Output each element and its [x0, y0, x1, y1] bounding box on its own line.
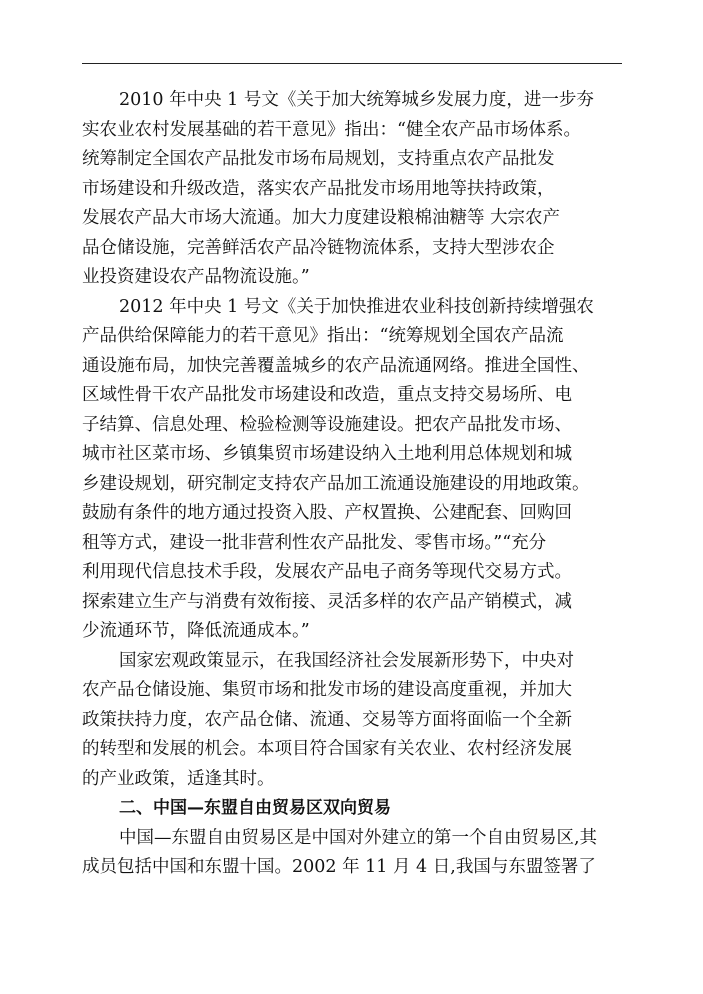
text-line: 区域性骨干农产品批发市场建设和改造，重点支持交易场所、电: [82, 385, 572, 405]
text-line: 产品供给保障能力的若干意见》指出：“统筹规划全国农产品流: [82, 326, 564, 346]
text-line: 实农业农村发展基础的若干意见》指出：“健全农产品市场体系。: [82, 119, 581, 140]
text-line: 子结算、信息处理、检验检测等设施建设。把农产品批发市场、: [82, 414, 572, 435]
section-heading: 二、中国—东盟自由贸易区双向贸易: [119, 798, 391, 818]
paragraph-2010-policy: [82, 86, 642, 293]
text-line: 利用现代信息技术手段，发展农产品电子商务等现代交易方式。: [82, 562, 572, 582]
text-line: 市场建设和升级改造，落实农产品批发市场用地等扶持政策，: [82, 178, 555, 199]
document-body: [82, 86, 642, 883]
text-line: 的产业政策，适逢其时。: [82, 768, 275, 789]
text-line: 发展农产品大市场大流通。加大力度建设粮棉油糖等 大宗农产: [82, 208, 561, 228]
text-line: 成员包括中国和东盟十国。2002 年 11 月 4 日,我国与东盟签署了: [82, 857, 596, 877]
text-line: 2010 年中央 1 号文《关于加大统筹城乡发展力度，进一步夯: [119, 90, 594, 110]
text-line: 通设施布局，加快完善覆盖城乡的农产品流通网络。推进全国性、: [82, 355, 590, 376]
text-line: 2012 年中央 1 号文《关于加快推进农业科技创新持续增强农: [119, 296, 594, 317]
paragraph-cafta: [82, 824, 642, 883]
text-line: 乡建设规划，研究制定支持农产品加工流通设施建设的用地政策。: [82, 473, 590, 494]
text-line: 品仓储设施，完善鲜活农产品冷链物流体系，支持大型涉农企: [82, 237, 555, 258]
text-line: 探索建立生产与消费有效衔接、灵活多样的农产品产销模式，减: [82, 591, 572, 612]
text-line: 统筹制定全国农产品批发市场布局规划，支持重点农产品批发: [82, 149, 555, 169]
text-line: 的转型和发展的机会。本项目符合国家有关农业、农村经济发展: [82, 739, 572, 759]
text-line: 少流通环节，降低流通成本。”: [82, 621, 310, 641]
text-line: 城市社区菜市场、乡镇集贸市场建设纳入土地利用总体规划和城: [82, 444, 572, 464]
text-line: 国家宏观政策显示，在我国经济社会发展新形势下，中央对: [119, 650, 574, 671]
text-line: 政策扶持力度，农产品仓储、流通、交易等方面将面临一个全新: [82, 709, 572, 730]
paragraph-2012-policy: [82, 293, 642, 647]
paragraph-macro-policy: [82, 647, 642, 795]
text-line: 业投资建设农产品物流设施。”: [82, 267, 310, 287]
text-line: 农产品仓储设施、集贸市场和批发市场的建设高度重视，并加大: [82, 680, 572, 700]
text-line: 鼓励有条件的地方通过投资入股、产权置换、公建配套、回购回: [82, 503, 572, 523]
text-line: 中国—东盟自由贸易区是中国对外建立的第一个自由贸易区,其: [119, 827, 598, 848]
text-line: 租等方式，建设一批非营利性农产品批发、零售市场。”“充分: [82, 532, 547, 553]
header-rule: [82, 63, 622, 64]
